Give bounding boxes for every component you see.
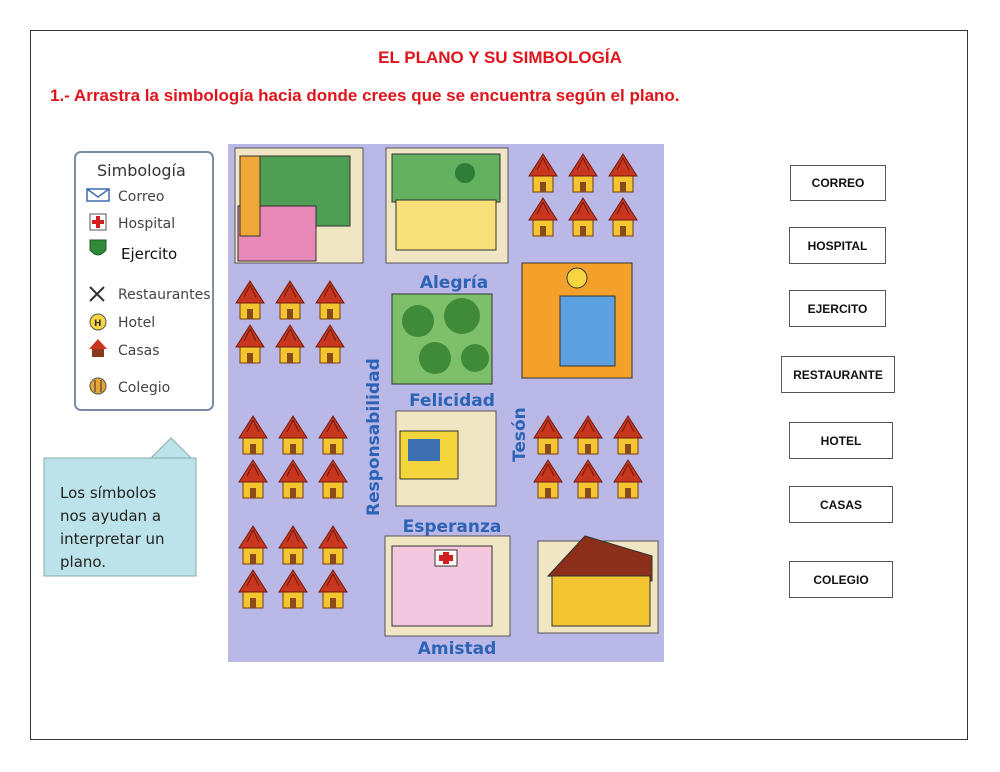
legend-item-ejercito: Ejercito — [121, 245, 178, 263]
street-responsabilidad: Responsabilidad — [364, 358, 384, 516]
street-felicidad: Felicidad — [409, 391, 495, 411]
label-restaurante[interactable]: RESTAURANTE — [781, 356, 895, 393]
correo-building — [386, 148, 508, 263]
street-amistad: Amistad — [417, 639, 497, 659]
page-title: EL PLANO Y SU SIMBOLOGÍA — [378, 48, 622, 67]
legend-item-colegio: Colegio — [118, 380, 171, 396]
legend-item-correo: Correo — [118, 189, 165, 205]
legend-item-hospital: Hospital — [118, 216, 176, 232]
note-callout — [44, 438, 196, 576]
street-teson: Tesón — [510, 407, 530, 462]
note-line: interpretar un — [60, 530, 165, 548]
school-building — [538, 536, 658, 633]
park — [392, 294, 492, 384]
legend-item-hotel: Hotel — [118, 315, 156, 331]
hospital-building — [385, 536, 510, 636]
note-line: nos ayudan a — [60, 507, 162, 525]
note-line: Los símbolos — [60, 484, 157, 502]
street-alegria: Alegría — [419, 273, 489, 293]
army-block — [235, 148, 363, 263]
svg-text:H: H — [94, 319, 102, 329]
legend-heading: Simbología — [97, 161, 186, 180]
hotel-icon — [90, 314, 106, 330]
label-hospital[interactable]: HOSPITAL — [789, 227, 886, 264]
street-esperanza: Esperanza — [402, 517, 502, 537]
town-map — [40, 136, 670, 668]
label-ejercito[interactable]: EJERCITO — [789, 290, 886, 327]
label-casas[interactable]: CASAS — [789, 486, 893, 523]
note-line: plano. — [60, 553, 107, 571]
label-correo[interactable]: CORREO — [790, 165, 886, 201]
hotel-building — [522, 263, 632, 378]
legend-card — [75, 152, 213, 410]
shield-icon — [90, 240, 106, 255]
mail-icon — [87, 189, 109, 201]
instruction-text: 1.- Arrastra la simbología hacia donde crees que se encuentra según el plano. — [50, 86, 680, 105]
hospital-icon — [90, 214, 106, 230]
label-hotel[interactable]: HOTEL — [789, 422, 893, 459]
legend-item-casas: Casas — [118, 343, 160, 359]
legend-item-restaurantes: Restaurantes — [118, 287, 211, 303]
label-colegio[interactable]: COLEGIO — [789, 561, 893, 598]
school-icon — [90, 378, 106, 394]
restaurant-block — [396, 411, 496, 506]
